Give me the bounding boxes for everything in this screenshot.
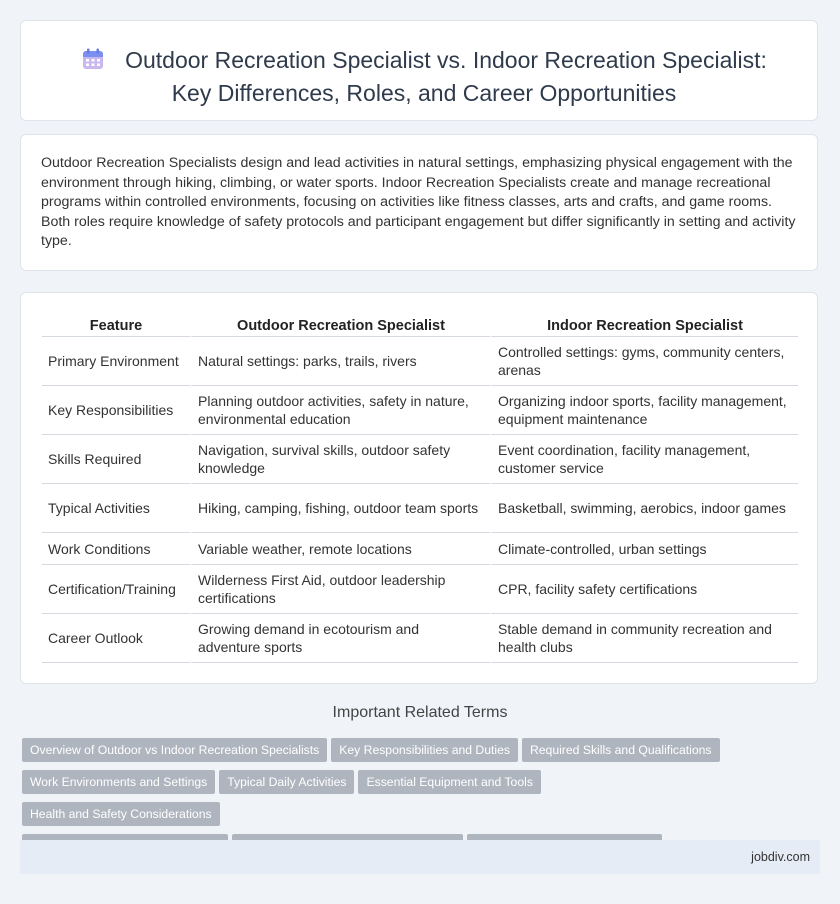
table-row xyxy=(42,435,798,484)
indoor-cell: Climate-controlled, urban settings xyxy=(490,533,798,565)
calendar-icon xyxy=(81,47,105,78)
table-header-row xyxy=(42,315,798,337)
table-row xyxy=(42,533,798,565)
related-terms-heading: Important Related Terms xyxy=(332,704,508,721)
outdoor-cell: Variable weather, remote locations xyxy=(190,533,490,565)
related-term-tag[interactable]: Typical Daily Activities xyxy=(219,770,354,794)
table-row xyxy=(42,614,798,663)
related-term-tag[interactable]: Essential Equipment and Tools xyxy=(358,770,540,794)
header-outdoor: Outdoor Recreation Specialist xyxy=(190,315,490,337)
comparison-table xyxy=(42,315,798,663)
indoor-cell: Stable demand in community recreation and health clubs xyxy=(490,614,798,663)
table-row xyxy=(42,484,798,533)
indoor-cell: Basketball, swimming, aerobics, indoor games xyxy=(490,484,798,533)
page-title xyxy=(61,45,787,108)
intro-paragraph: Outdoor Recreation Specialists design and lead activities in natural settings, emphasizing physical engagement with the environment through hiking, climbing, or water sports. Indoor Recreation Specialists create and manage recreational programs within controlled environments, focusing on activities like fitness classes, arts and crafts, and game rooms. Both roles require knowledge of safety protocols and participant engagement but differ significantly in setting and activity type. xyxy=(41,155,796,249)
feature-cell: Career Outlook xyxy=(42,614,190,663)
feature-cell: Primary Environment xyxy=(42,337,190,386)
related-term-tag[interactable]: Key Responsibilities and Duties xyxy=(331,738,518,762)
indoor-cell: CPR, facility safety certifications xyxy=(490,565,798,614)
related-term-tag[interactable]: Overview of Outdoor vs Indoor Recreation Specialists xyxy=(22,738,327,762)
related-term-tag[interactable]: Health and Safety Considerations xyxy=(22,802,220,826)
feature-cell: Key Responsibilities xyxy=(42,386,190,435)
table-row xyxy=(42,386,798,435)
intro-card xyxy=(20,134,818,271)
related-term-tag[interactable]: Required Skills and Qualifications xyxy=(522,738,720,762)
feature-cell: Certification/Training xyxy=(42,565,190,614)
feature-cell: Typical Activities xyxy=(42,484,190,533)
outdoor-cell: Growing demand in ecotourism and adventure sports xyxy=(190,614,490,663)
title-line-1: Outdoor Recreation Specialist vs. Indoor Recreation Specialist: xyxy=(125,47,767,73)
indoor-cell: Event coordination, facility management, customer service xyxy=(490,435,798,484)
outdoor-cell: Wilderness First Aid, outdoor leadership certifications xyxy=(190,565,490,614)
table-row xyxy=(42,565,798,614)
related-term-tag[interactable]: Work Environments and Settings xyxy=(22,770,215,794)
header-feature: Feature xyxy=(42,315,190,337)
feature-cell: Skills Required xyxy=(42,435,190,484)
title-line-2: Key Differences, Roles, and Career Opportunities xyxy=(171,80,677,106)
outdoor-cell: Natural settings: parks, trails, rivers xyxy=(190,337,490,386)
footer-site-link[interactable]: jobdiv.com xyxy=(751,850,810,864)
outdoor-cell: Hiking, camping, fishing, outdoor team sports xyxy=(190,484,490,533)
footer xyxy=(20,840,820,874)
outdoor-cell: Navigation, survival skills, outdoor safety knowledge xyxy=(190,435,490,484)
header-indoor: Indoor Recreation Specialist xyxy=(490,315,798,337)
table-row xyxy=(42,337,798,386)
indoor-cell: Organizing indoor sports, facility management, equipment maintenance xyxy=(490,386,798,435)
feature-cell: Work Conditions xyxy=(42,533,190,565)
outdoor-cell: Planning outdoor activities, safety in nature, environmental education xyxy=(190,386,490,435)
indoor-cell: Controlled settings: gyms, community centers, arenas xyxy=(490,337,798,386)
comparison-card xyxy=(20,292,818,684)
title-card xyxy=(20,20,818,121)
